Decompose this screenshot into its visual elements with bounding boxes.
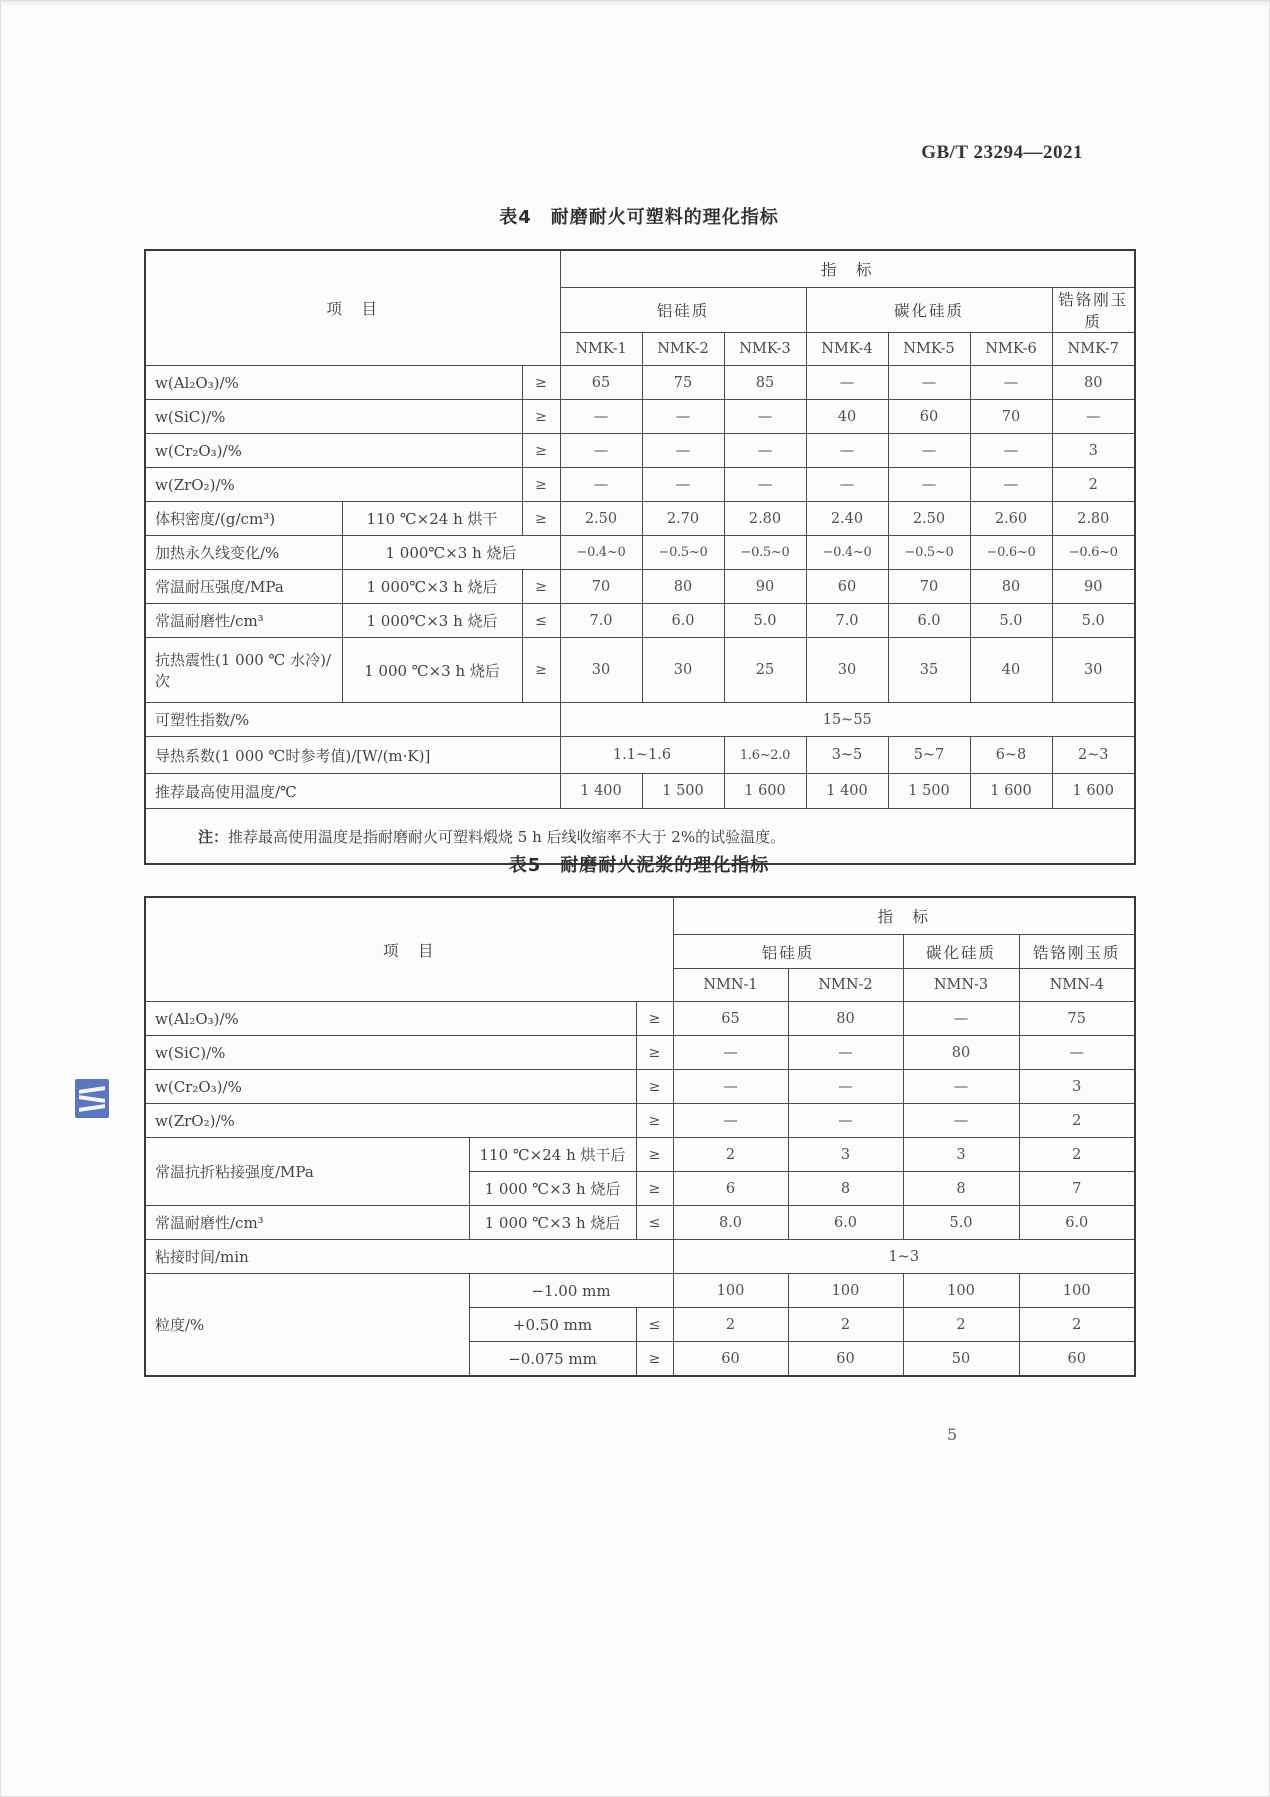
cell-value: 100 — [903, 1274, 1019, 1308]
cell-value: — — [560, 468, 642, 502]
cell-value: — — [903, 1002, 1019, 1036]
cell-value: 1 500 — [642, 774, 724, 809]
cell-value: 8.0 — [673, 1206, 788, 1240]
cell-value: — — [806, 366, 888, 400]
cell-value: 2.50 — [888, 502, 970, 536]
comparison-symbol: ≥ — [636, 1342, 673, 1377]
cell-value: — — [642, 400, 724, 434]
item-name: w(SiC)/% — [145, 400, 522, 434]
test-condition: −1.00 mm — [469, 1274, 673, 1308]
item-name: 可塑性指数/% — [145, 703, 560, 737]
cell-value: 2.70 — [642, 502, 724, 536]
cell-value: 5.0 — [1052, 604, 1135, 638]
cell-value: 2~3 — [1052, 737, 1135, 774]
cell-value: — — [970, 366, 1052, 400]
grade-label: NMK-4 — [806, 333, 888, 366]
cell-value: 80 — [1052, 366, 1135, 400]
cell-value: 5~7 — [888, 737, 970, 774]
cell-value: — — [970, 468, 1052, 502]
cell-value: 1 600 — [1052, 774, 1135, 809]
cell-value: — — [903, 1070, 1019, 1104]
cell-value-span: 1~3 — [673, 1240, 1135, 1274]
cell-value: −0.4~0 — [806, 536, 888, 570]
test-condition: 110 ℃×24 h 烘干后 — [469, 1138, 636, 1172]
comparison-symbol: ≥ — [522, 570, 560, 604]
grade-label: NMK-7 — [1052, 333, 1135, 366]
cell-value: — — [788, 1104, 903, 1138]
cell-value: 5.0 — [724, 604, 806, 638]
group-zirconia-chrome-corundum: 锆铬刚玉质 — [1052, 288, 1135, 333]
cell-value: 100 — [788, 1274, 903, 1308]
comparison-symbol: ≥ — [522, 400, 560, 434]
grade-label: NMN-2 — [788, 969, 903, 1002]
cell-value: −0.6~0 — [970, 536, 1052, 570]
group-aluminosilicate: 铝硅质 — [560, 288, 806, 333]
cell-value: — — [970, 434, 1052, 468]
cell-value: 60 — [806, 570, 888, 604]
grade-label: NMK-1 — [560, 333, 642, 366]
cell-value: 30 — [642, 638, 724, 703]
cell-value: 2.80 — [1052, 502, 1135, 536]
item-name: 粒度/% — [145, 1274, 469, 1377]
comparison-symbol: ≤ — [636, 1206, 673, 1240]
cell-value: — — [642, 468, 724, 502]
cell-value: 3 — [903, 1138, 1019, 1172]
comparison-symbol: ≥ — [522, 434, 560, 468]
standard-number: GB/T 23294—2021 — [921, 142, 1083, 163]
item-name: w(ZrO₂)/% — [145, 468, 522, 502]
group-zirconia-chrome-corundum: 锆铬刚玉质 — [1019, 935, 1135, 969]
cell-value: 2.80 — [724, 502, 806, 536]
item-name: 推荐最高使用温度/℃ — [145, 774, 560, 809]
cell-value: 80 — [788, 1002, 903, 1036]
table-row — [145, 604, 1135, 638]
cell-value: 80 — [970, 570, 1052, 604]
cell-value: 5.0 — [970, 604, 1052, 638]
cell-value: — — [788, 1036, 903, 1070]
cell-value: 6~8 — [970, 737, 1052, 774]
comparison-symbol: ≥ — [636, 1070, 673, 1104]
cell-value: — — [724, 434, 806, 468]
table-row — [145, 1240, 1135, 1274]
cell-value: −0.6~0 — [1052, 536, 1135, 570]
cell-value: 75 — [642, 366, 724, 400]
cell-value: 1 500 — [888, 774, 970, 809]
cell-value: 35 — [888, 638, 970, 703]
cell-value: 7.0 — [806, 604, 888, 638]
item-name: 常温耐磨性/cm³ — [145, 604, 342, 638]
cell-value: 2 — [673, 1308, 788, 1342]
cell-value: — — [724, 400, 806, 434]
cell-value: −0.5~0 — [724, 536, 806, 570]
cell-value: 60 — [1019, 1342, 1135, 1377]
comparison-symbol: ≤ — [636, 1308, 673, 1342]
grade-label: NMK-5 — [888, 333, 970, 366]
test-condition: 1 000 ℃×3 h 烧后 — [342, 638, 522, 703]
cell-value: 1 600 — [724, 774, 806, 809]
table-row — [145, 468, 1135, 502]
col-indicator: 指 标 — [673, 897, 1135, 935]
cell-value: — — [888, 366, 970, 400]
test-condition: 1 000 ℃×3 h 烧后 — [469, 1206, 636, 1240]
page-number: 5 — [947, 1425, 958, 1444]
cell-value: — — [673, 1070, 788, 1104]
cell-value: 85 — [724, 366, 806, 400]
cell-value: 80 — [642, 570, 724, 604]
cell-value: 8 — [788, 1172, 903, 1206]
item-name: 粘接时间/min — [145, 1240, 673, 1274]
cell-value: 6.0 — [888, 604, 970, 638]
grade-label: NMK-3 — [724, 333, 806, 366]
item-name: w(Al₂O₃)/% — [145, 366, 522, 400]
cell-value-span: 15~55 — [560, 703, 1135, 737]
cell-value: — — [1019, 1036, 1135, 1070]
cell-value: 2 — [673, 1138, 788, 1172]
table-row — [145, 1138, 1135, 1172]
table-row — [145, 638, 1135, 703]
table-row — [145, 737, 1135, 774]
group-aluminosilicate: 铝硅质 — [673, 935, 903, 969]
table5-title: 表5 耐磨耐火泥浆的理化指标 — [508, 855, 770, 876]
item-name: 体积密度/(g/cm³) — [145, 502, 342, 536]
table-row — [145, 1070, 1135, 1104]
item-name: w(Al₂O₃)/% — [145, 1002, 636, 1036]
cell-value: 40 — [970, 638, 1052, 703]
cell-value: 6 — [673, 1172, 788, 1206]
item-name: w(Cr₂O₃)/% — [145, 434, 522, 468]
table-row — [145, 1274, 1135, 1308]
cell-value: — — [888, 434, 970, 468]
cell-value: 90 — [1052, 570, 1135, 604]
table5-header-row1 — [145, 897, 1135, 935]
cell-value: — — [806, 468, 888, 502]
cell-value: 75 — [1019, 1002, 1135, 1036]
cell-value: — — [560, 400, 642, 434]
cell-value: 3 — [1052, 434, 1135, 468]
comparison-symbol: ≤ — [522, 604, 560, 638]
grade-label: NMN-3 — [903, 969, 1019, 1002]
comparison-symbol: ≥ — [636, 1172, 673, 1206]
cell-value: — — [1052, 400, 1135, 434]
cell-value: 3~5 — [806, 737, 888, 774]
cell-value: 70 — [888, 570, 970, 604]
note-text: 推荐最高使用温度是指耐磨耐火可塑料煅烧 5 h 后线收缩率不大于 2%的试验温度。 — [228, 827, 786, 846]
cell-value: 1.6~2.0 — [724, 737, 806, 774]
cell-value: 65 — [560, 366, 642, 400]
test-condition: 1 000 ℃×3 h 烧后 — [469, 1172, 636, 1206]
cell-value: −0.5~0 — [642, 536, 724, 570]
table-row — [145, 703, 1135, 737]
test-condition: 110 ℃×24 h 烘干 — [342, 502, 522, 536]
cell-value: 60 — [673, 1342, 788, 1377]
cell-value: — — [673, 1036, 788, 1070]
cell-value: 70 — [560, 570, 642, 604]
test-condition: 1 000℃×3 h 烧后 — [342, 536, 560, 570]
table-row — [145, 1104, 1135, 1138]
comparison-symbol: ≥ — [636, 1104, 673, 1138]
item-name: 加热永久线变化/% — [145, 536, 342, 570]
item-name: 导热系数(1 000 ℃时参考值)/[W/(m·K)] — [145, 737, 560, 774]
cell-value: −0.4~0 — [560, 536, 642, 570]
comparison-symbol: ≥ — [522, 638, 560, 703]
cell-value: 60 — [788, 1342, 903, 1377]
cell-value: 6.0 — [1019, 1206, 1135, 1240]
cell-value: 2 — [788, 1308, 903, 1342]
col-indicator: 指 标 — [560, 250, 1135, 288]
cell-value: 6.0 — [642, 604, 724, 638]
table4 — [144, 249, 1136, 865]
cell-value: 1 400 — [560, 774, 642, 809]
test-condition: +0.50 mm — [469, 1308, 636, 1342]
table-row — [145, 1002, 1135, 1036]
test-condition: 1 000℃×3 h 烧后 — [342, 570, 522, 604]
cell-value: 90 — [724, 570, 806, 604]
table-row — [145, 502, 1135, 536]
cell-value: 1 400 — [806, 774, 888, 809]
cell-value: 2 — [1019, 1138, 1135, 1172]
item-name: w(ZrO₂)/% — [145, 1104, 636, 1138]
cell-value: — — [724, 468, 806, 502]
cell-value: 80 — [903, 1036, 1019, 1070]
watermark-badge — [75, 1079, 109, 1118]
cell-value: — — [642, 434, 724, 468]
group-silicon-carbide: 碳化硅质 — [903, 935, 1019, 969]
cell-value: 2 — [1019, 1308, 1135, 1342]
cell-value: 2 — [1019, 1104, 1135, 1138]
cell-value: 100 — [673, 1274, 788, 1308]
test-condition: −0.075 mm — [469, 1342, 636, 1377]
cell-value: — — [806, 434, 888, 468]
cell-value: 25 — [724, 638, 806, 703]
cell-value: 8 — [903, 1172, 1019, 1206]
test-condition: 1 000℃×3 h 烧后 — [342, 604, 522, 638]
cell-value: 1 600 — [970, 774, 1052, 809]
cell-value: — — [903, 1104, 1019, 1138]
cell-value: 2.40 — [806, 502, 888, 536]
cell-value: 40 — [806, 400, 888, 434]
comparison-symbol: ≥ — [636, 1138, 673, 1172]
table-row — [145, 366, 1135, 400]
cell-value: 65 — [673, 1002, 788, 1036]
col-item: 项 目 — [145, 897, 673, 1002]
cell-value: 2 — [1052, 468, 1135, 502]
table-row — [145, 774, 1135, 809]
item-name: 常温抗折粘接强度/MPa — [145, 1138, 469, 1206]
cell-value: −0.5~0 — [888, 536, 970, 570]
table-row — [145, 1206, 1135, 1240]
col-item: 项 目 — [145, 250, 560, 366]
comparison-symbol: ≥ — [636, 1036, 673, 1070]
table4-title: 表4 耐磨耐火可塑料的理化指标 — [499, 207, 779, 228]
cell-value: — — [788, 1070, 903, 1104]
cell-value: 50 — [903, 1342, 1019, 1377]
grade-label: NMK-6 — [970, 333, 1052, 366]
cell-value: 30 — [806, 638, 888, 703]
table-row — [145, 1036, 1135, 1070]
table5 — [144, 896, 1136, 1377]
cell-value: 60 — [888, 400, 970, 434]
cell-value: 2.60 — [970, 502, 1052, 536]
note-label: 注： — [198, 827, 229, 846]
cell-value: 30 — [1052, 638, 1135, 703]
grade-label: NMN-1 — [673, 969, 788, 1002]
comparison-symbol: ≥ — [522, 366, 560, 400]
comparison-symbol: ≥ — [522, 468, 560, 502]
comparison-symbol: ≥ — [636, 1002, 673, 1036]
cell-value: 6.0 — [788, 1206, 903, 1240]
cell-value: 5.0 — [903, 1206, 1019, 1240]
item-name: w(Cr₂O₃)/% — [145, 1070, 636, 1104]
cell-value: — — [560, 434, 642, 468]
cell-value: 7 — [1019, 1172, 1135, 1206]
cell-value: — — [888, 468, 970, 502]
cell-value: 30 — [560, 638, 642, 703]
cell-value: — — [673, 1104, 788, 1138]
cell-value: 3 — [788, 1138, 903, 1172]
group-silicon-carbide: 碳化硅质 — [806, 288, 1052, 333]
table-row — [145, 400, 1135, 434]
grade-label: NMK-2 — [642, 333, 724, 366]
cell-value: 70 — [970, 400, 1052, 434]
cell-value: 100 — [1019, 1274, 1135, 1308]
grade-label: NMN-4 — [1019, 969, 1135, 1002]
table-row — [145, 434, 1135, 468]
cell-value: 7.0 — [560, 604, 642, 638]
table4-header-row1 — [145, 250, 1135, 288]
cell-value: 3 — [1019, 1070, 1135, 1104]
item-name: 常温耐磨性/cm³ — [145, 1206, 469, 1240]
comparison-symbol: ≥ — [522, 502, 560, 536]
cell-value: 1.1~1.6 — [560, 737, 724, 774]
item-name: 抗热震性(1 000 ℃ 水冷)/次 — [145, 638, 342, 703]
item-name: w(SiC)/% — [145, 1036, 636, 1070]
cell-value: 2 — [903, 1308, 1019, 1342]
table-row — [145, 536, 1135, 570]
cell-value: 2.50 — [560, 502, 642, 536]
table-row — [145, 570, 1135, 604]
item-name: 常温耐压强度/MPa — [145, 570, 342, 604]
